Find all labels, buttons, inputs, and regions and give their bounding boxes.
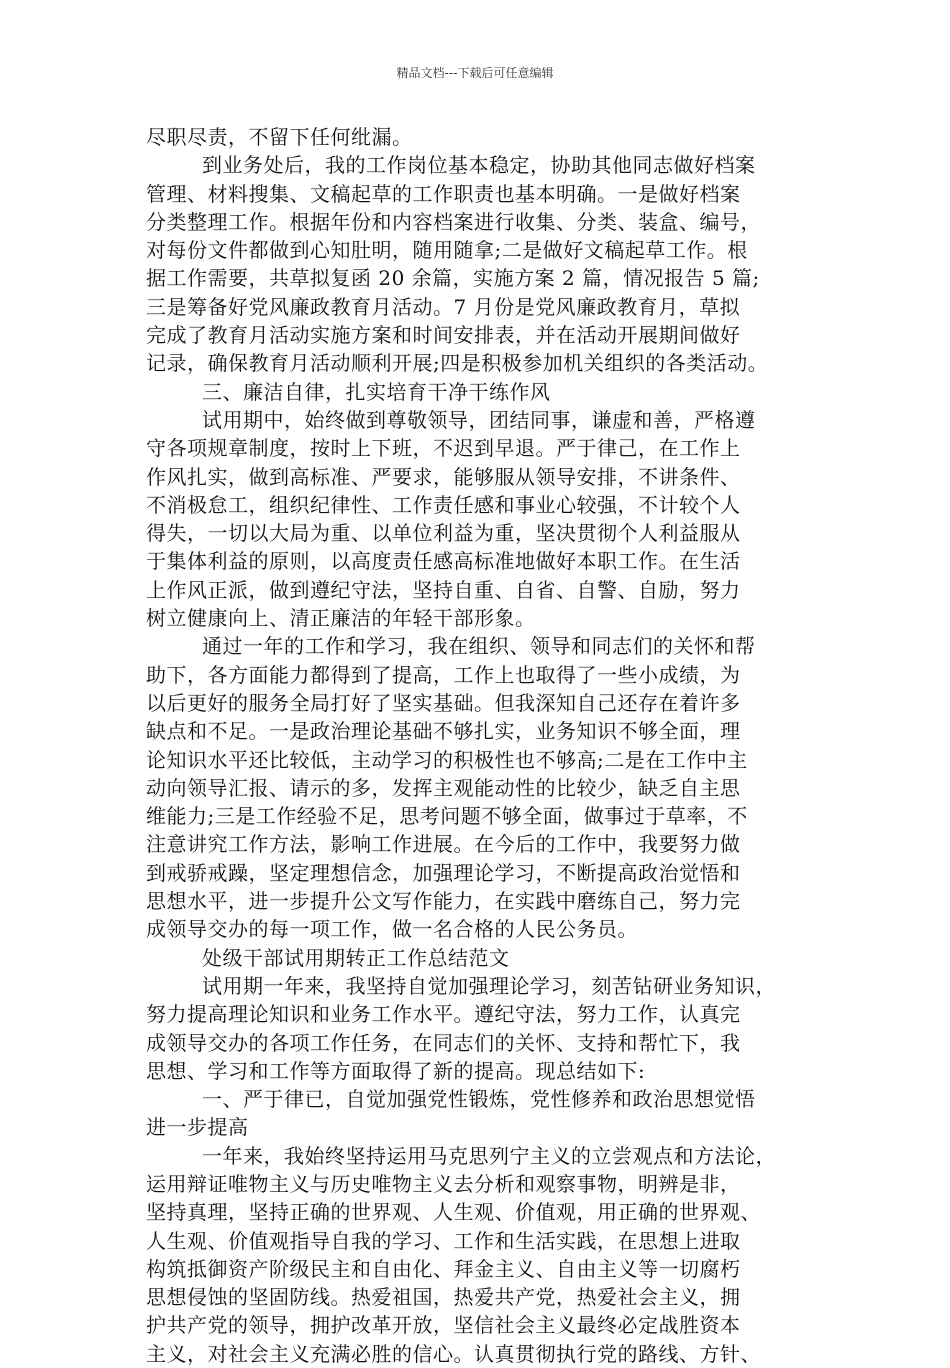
text-line: 成领导交办的各项工作任务，在同志们的关怀、支持和帮忙下，我 (146, 1030, 741, 1055)
text-line: 维能力;三是工作经验不足，思考问题不够全面，做事过于草率，不 (146, 804, 748, 829)
text-line: 进一步提高 (146, 1115, 249, 1140)
text-line: 到业务处后，我的工作岗位基本稳定，协助其他同志做好档案 (202, 153, 756, 178)
text-line: 试用期一年来，我坚持自觉加强理论学习，刻苦钻研业务知识， (202, 973, 776, 998)
text-line: 通过一年的工作和学习，我在组织、领导和同志们的关怀和帮 (202, 634, 756, 659)
text-line: 构筑抵御资产阶级民主和自由化、拜金主义、自由主义等一切腐朽 (146, 1256, 741, 1281)
text-line: 不消极怠工，组织纪律性、工作责任感和事业心较强，不计较个人 (146, 492, 741, 517)
page-header: 精品文档---下载后可任意编辑 (396, 66, 554, 80)
text-line: 成领导交办的每一项工作，做一名合格的人民公务员。 (146, 917, 638, 942)
text-line: 三是筹备好党风廉政教育月活动。7 月份是党风廉政教育月，草拟 (146, 294, 741, 319)
text-line: 以后更好的服务全局打好了坚实基础。但我深知自己还存在着许多 (146, 690, 741, 715)
text-line: 思想侵蚀的坚固防线。热爱祖国，热爱共产党，热爱社会主义，拥 (146, 1285, 741, 1310)
text-line: 管理、材料搜集、文稿起草的工作职责也基本明确。一是做好档案 (146, 181, 741, 206)
text-line: 上作风正派，做到遵纪守法，坚持自重、自省、自警、自励，努力 (146, 577, 741, 602)
text-line: 一、严于律已，自觉加强党性锻炼，党性修养和政治思想觉悟 (202, 1087, 756, 1112)
text-line: 到戒骄戒躁，坚定理想信念，加强理论学习，不断提高政治觉悟和 (146, 860, 741, 885)
text-line: 处级干部试用期转正工作总结范文 (202, 945, 510, 970)
document-body (146, 123, 832, 1368)
text-line: 试用期中，始终做到尊敬领导，团结同事，谦虚和善，严格遵 (202, 407, 756, 432)
text-line: 运用辩证唯物主义与历史唯物主义去分析和观察事物，明辨是非， (146, 1171, 741, 1196)
text-line: 护共产党的领导，拥护改革开放，坚信社会主义最终必定战胜资本 (146, 1313, 741, 1338)
text-line: 助下，各方面能力都得到了提高，工作上也取得了一些小成绩，为 (146, 662, 741, 687)
text-line: 人生观、价值观指导自我的学习、工作和生活实践，在思想上进取 (146, 1228, 741, 1253)
text-line: 坚持真理，坚持正确的世界观、人生观、价值观，用正确的世界观、 (146, 1200, 761, 1225)
text-line: 注意讲究工作方法，影响工作进展。在今后的工作中，我要努力做 (146, 832, 741, 857)
text-line: 三、廉洁自律，扎实培育干净干练作风 (202, 379, 551, 404)
text-line: 分类整理工作。根据年份和内容档案进行收集、分类、装盒、编号， (146, 209, 761, 234)
text-line: 得失，一切以大局为重、以单位利益为重，坚决贯彻个人利益服从 (146, 521, 741, 546)
text-line: 尽职尽责，不留下任何纰漏。 (146, 125, 413, 149)
text-line: 记录，确保教育月活动顺利开展;四是积极参加机关组织的各类活动。 (146, 351, 769, 376)
text-line: 思想水平，进一步提升公文写作能力，在实践中磨练自己，努力完 (146, 889, 741, 914)
text-line: 完成了教育月活动实施方案和时间安排表，并在活动开展期间做好 (146, 323, 741, 348)
text-line: 缺点和不足。一是政治理论基础不够扎实，业务知识不够全面，理 (146, 719, 741, 744)
text-line: 努力提高理论知识和业务工作水平。遵纪守法，努力工作，认真完 (146, 1002, 741, 1027)
text-line: 据工作需要，共草拟复函 20 余篇，实施方案 2 篇，情况报告 5 篇; (146, 266, 760, 291)
text-line: 守各项规章制度，按时上下班，不迟到早退。严于律己，在工作上 (146, 436, 741, 461)
text-line: 对每份文件都做到心知肚明，随用随拿;二是做好文稿起草工作。根 (146, 238, 748, 263)
text-line: 动向领导汇报、请示的多，发挥主观能动性的比较少，缺乏自主思 (146, 775, 741, 800)
text-line: 一年来，我始终坚持运用马克思列宁主义的立尝观点和方法论， (202, 1143, 776, 1168)
text-line: 主义，对社会主义充满必胜的信心。认真贯彻执行党的路线、方针、 (146, 1341, 761, 1366)
text-line: 作风扎实，做到高标准、严要求，能够服从领导安排，不讲条件、 (146, 464, 741, 489)
text-line: 于集体利益的原则，以高度责任感高标准地做好本职工作。在生活 (146, 549, 741, 574)
text-line: 树立健康向上、清正廉洁的年轻干部形象。 (146, 606, 536, 631)
text-line: 论知识水平还比较低，主动学习的积极性也不够高;二是在工作中主 (146, 747, 748, 772)
text-line: 思想、学习和工作等方面取得了新的提高。现总结如下: (146, 1058, 646, 1083)
